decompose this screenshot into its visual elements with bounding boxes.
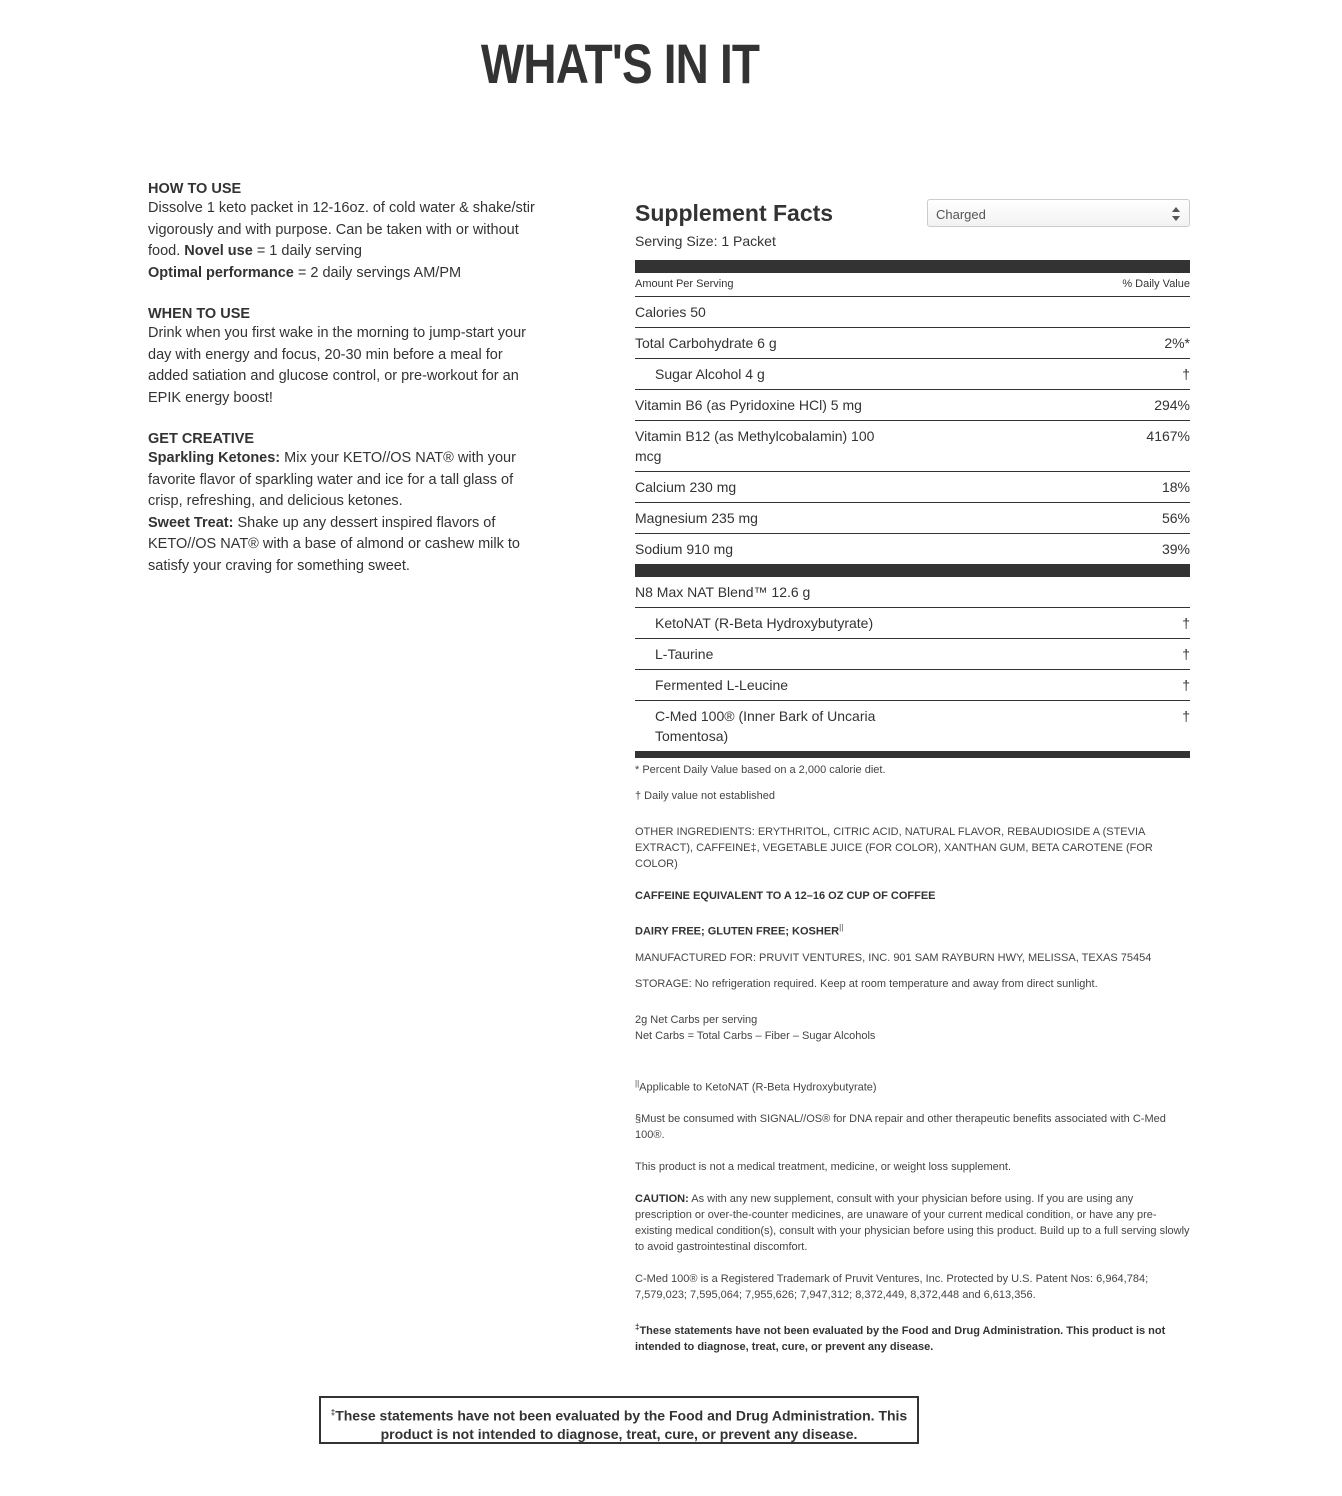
facts-row-label: Vitamin B12 (as Methylcobalamin) 100 mcg	[635, 428, 875, 464]
fda-disclaimer-box: ‡These statements have not been evaluated by the Food and Drug Administration. This product is not intended to diagnose, treat, cure, or prevent any disease.	[319, 1396, 919, 1444]
facts-row	[635, 297, 1190, 328]
facts-row-value: 39%	[1161, 541, 1190, 557]
facts-row-value: 294%	[1154, 397, 1190, 413]
facts-row	[635, 328, 1190, 359]
facts-row	[635, 608, 1190, 639]
facts-row	[635, 472, 1190, 503]
facts-row-value: †	[1182, 615, 1190, 631]
how-to-use-section	[148, 180, 538, 284]
label-notes: * Percent Daily Value based on a 2,000 calorie diet. † Daily value not established OTHER INGREDIENTS: ERYTHRITOL, CITRIC ACID, NATURAL FLAVOR, REBAUDIOSIDE A (STEVIA EXTRACT), CAFFEINE‡, VEGETABLE JUICE (FOR COLOR), XANTHAN GUM, BETA CAROTENE (FOR COLOR) CAFFEINE EQUIVALENT TO A 12–16 OZ CUP OF COFFEE DAIRY FREE; GLUTEN FREE; KOSHER|| MANUFACTURED FOR: PRUVIT VENTURES, INC. 901 SAM RAYBURN HWY, MELISSA, TEXAS 75454 STORAGE: No refrigeration required. Keep at room temperature and away from direct sunlight. 2g Net Carbs per serving Net Carbs = Total Carbs – Fiber – Sugar Alcohols ||Applicable to KetoNAT (R-Beta Hydroxybutyrate) §Must be consumed with SIGNAL//OS® for DNA repair and other therapeutic benefits associated with C-Med 100®. This product is not a medical treatment, medicine, or weight loss supplement. CAUTION: As with any new supplement, consult with your physician before using. If you are using any prescription or over-the-counter medicines, are unaware of your current medical condition, or have any pre-existing medical condition(s), consult with your physician before using this product. Build up to a full serving slowly to avoid gastrointestinal discomfort. C-Med 100® is a Registered Trademark of Pruvit Ventures, Inc. Protected by U.S. Patent Nos: 6,964,784; 7,579,023; 7,595,064; 7,955,626; 7,947,312; 8,372,449, 8,372,448 and 6,613,356. ‡These statements have not been evaluated by the Food and Drug Administration. This product is not intended to diagnose, treat, cure, or prevent any disease.	[635, 764, 1190, 1353]
facts-row-value: †	[1182, 646, 1190, 662]
signal-note: §Must be consumed with SIGNAL//OS® for DNA repair and other therapeutic benefits associated with C-Med 100®.	[635, 1113, 1166, 1142]
facts-row-value: 4167%	[1146, 428, 1190, 444]
serving-size: Serving Size: 1 Packet	[635, 233, 776, 249]
fda-note: ‡These statements have not been evaluated by the Food and Drug Administration. This product is not intended to diagnose, treat, cure, or prevent any disease.	[635, 1322, 1166, 1353]
facts-row	[635, 390, 1190, 421]
facts-row-label: Vitamin B6 (as Pyridoxine HCl) 5 mg	[635, 397, 862, 413]
flavor-select[interactable]	[927, 199, 1190, 227]
usage-column	[148, 180, 538, 598]
net-carbs-line-2: Net Carbs = Total Carbs – Fiber – Sugar Alcohols	[635, 1029, 876, 1042]
not-medical-note: This product is not a medical treatment, medicine, or weight loss supplement.	[635, 1161, 1012, 1174]
note-percent: * Percent Daily Value based on a 2,000 calorie diet.	[635, 764, 886, 776]
nutrient-rows	[635, 297, 1190, 564]
dairy-note: DAIRY FREE; GLUTEN FREE; KOSHER	[635, 925, 840, 938]
facts-row-value: 56%	[1161, 510, 1190, 526]
sweet-treat-text: Sweet Treat: Shake up any dessert inspired flavors of KETO//OS NAT® with a base of almond or cashew milk to satisfy your craving for something sweet.	[148, 514, 520, 574]
facts-row	[635, 534, 1190, 564]
facts-row-label: Calories 50	[635, 304, 706, 320]
facts-row-label: L-Taurine	[655, 646, 714, 662]
facts-row	[635, 359, 1190, 390]
net-carbs-line-1: 2g Net Carbs per serving	[635, 1013, 758, 1026]
get-creative-section	[148, 430, 538, 577]
when-to-use-section	[148, 305, 538, 409]
how-to-use-text: Dissolve 1 keto packet in 12-16oz. of cold water & shake/stir vigorously and with purpose. Can be taken with or without food. Novel use = 1 daily serving Optimal performance = 2 daily servings AM/PM	[148, 200, 535, 281]
how-to-use-heading: HOW TO USE	[148, 181, 242, 197]
facts-row-label: Sodium 910 mg	[635, 541, 734, 557]
select-arrows-icon	[1171, 206, 1181, 222]
note-dagger: † Daily value not established	[635, 790, 776, 802]
fda-disclaimer-text: These statements have not been evaluated by the Food and Drug Administration. This product is not intended to diagnose, treat, cure, or prevent any disease.	[335, 1407, 908, 1442]
facts-row	[635, 701, 1190, 751]
thick-divider	[635, 751, 1190, 758]
patent-note: C-Med 100® is a Registered Trademark of Pruvit Ventures, Inc. Protected by U.S. Patent Nos: 6,964,784; 7,579,023; 7,595,064; 7,955,626; 7,947,312; 8,372,449, 8,372,448 and 6,613,356.	[635, 1273, 1149, 1302]
facts-row-value: †	[1182, 366, 1190, 382]
facts-row	[635, 639, 1190, 670]
optimal-label: Optimal performance	[148, 264, 294, 281]
facts-row-label: Calcium 230 mg	[635, 479, 737, 495]
facts-row	[635, 670, 1190, 701]
when-to-use-heading: WHEN TO USE	[148, 306, 251, 322]
flavor-select-value: Charged	[936, 207, 986, 222]
other-ingredients: OTHER INGREDIENTS: ERYTHRITOL, CITRIC ACID, NATURAL FLAVOR, REBAUDIOSIDE A (STEVIA EXTRACT), CAFFEINE‡, VEGETABLE JUICE (FOR COLOR), XANTHAN GUM, BETA CAROTENE (FOR COLOR)	[635, 826, 1153, 870]
supplement-facts-header	[635, 198, 1190, 260]
facts-row-label: Fermented L-Leucine	[655, 677, 789, 693]
sparkling-text: Sparkling Ketones: Mix your KETO//OS NAT® with your favorite flavor of sparkling water and ice for a tall glass of crisp, refreshing, and delicious ketones.	[148, 450, 516, 509]
manufactured-for: MANUFACTURED FOR: PRUVIT VENTURES, INC. 901 SAM RAYBURN HWY, MELISSA, TEXAS 75454	[635, 951, 1152, 964]
caution-note: CAUTION: As with any new supplement, consult with your physician before using. If you are using any prescription or over-the-counter medicines, are unaware of your current medical condition, or have any pre-existing medical condition(s), consult with your physician before using this product. Build up to a full serving slowly to avoid gastrointestinal discomfort.	[635, 1193, 1190, 1254]
facts-row	[635, 577, 1190, 608]
facts-row-label: Sugar Alcohol 4 g	[655, 366, 765, 382]
thick-divider	[635, 260, 1190, 273]
storage-note: STORAGE: No refrigeration required. Keep at room temperature and away from direct sunlight.	[635, 977, 1098, 990]
facts-row-value: 2%*	[1164, 335, 1190, 351]
facts-row-label: N8 Max NAT Blend™ 12.6 g	[635, 584, 811, 600]
table-header-row: Amount Per Serving % Daily Value	[635, 273, 1190, 297]
page-title: WHAT'S IN IT	[480, 32, 760, 95]
novel-use-label: Novel use	[184, 243, 253, 259]
facts-row	[635, 503, 1190, 534]
facts-row-value: †	[1182, 677, 1190, 693]
facts-row-value: 18%	[1161, 479, 1190, 495]
facts-row-label: KetoNAT (R-Beta Hydroxybutyrate)	[655, 615, 874, 631]
supplement-facts-title: Supplement Facts	[635, 200, 834, 226]
caffeine-note: CAFFEINE EQUIVALENT TO A 12–16 OZ CUP OF COFFEE	[635, 890, 936, 902]
facts-row-label: C-Med 100® (Inner Bark of Uncaria Tomentosa)	[655, 708, 876, 744]
facts-row-label: Magnesium 235 mg	[635, 510, 758, 526]
facts-row	[635, 421, 1190, 472]
facts-row-label: Total Carbohydrate 6 g	[635, 335, 777, 351]
supplement-facts-panel	[635, 198, 1190, 1355]
when-to-use-text: Drink when you first wake in the morning to jump-start your day with energy and focus, 20-30 min before a meal for added satiation and glucose control, or pre-workout for an EPIK energy boost!	[148, 325, 526, 406]
get-creative-heading: GET CREATIVE	[148, 431, 255, 447]
facts-row-value: †	[1182, 708, 1190, 724]
applicable-note: ||Applicable to KetoNAT (R-Beta Hydroxybutyrate)	[635, 1078, 877, 1094]
blend-rows	[635, 577, 1190, 751]
thick-divider	[635, 564, 1190, 577]
